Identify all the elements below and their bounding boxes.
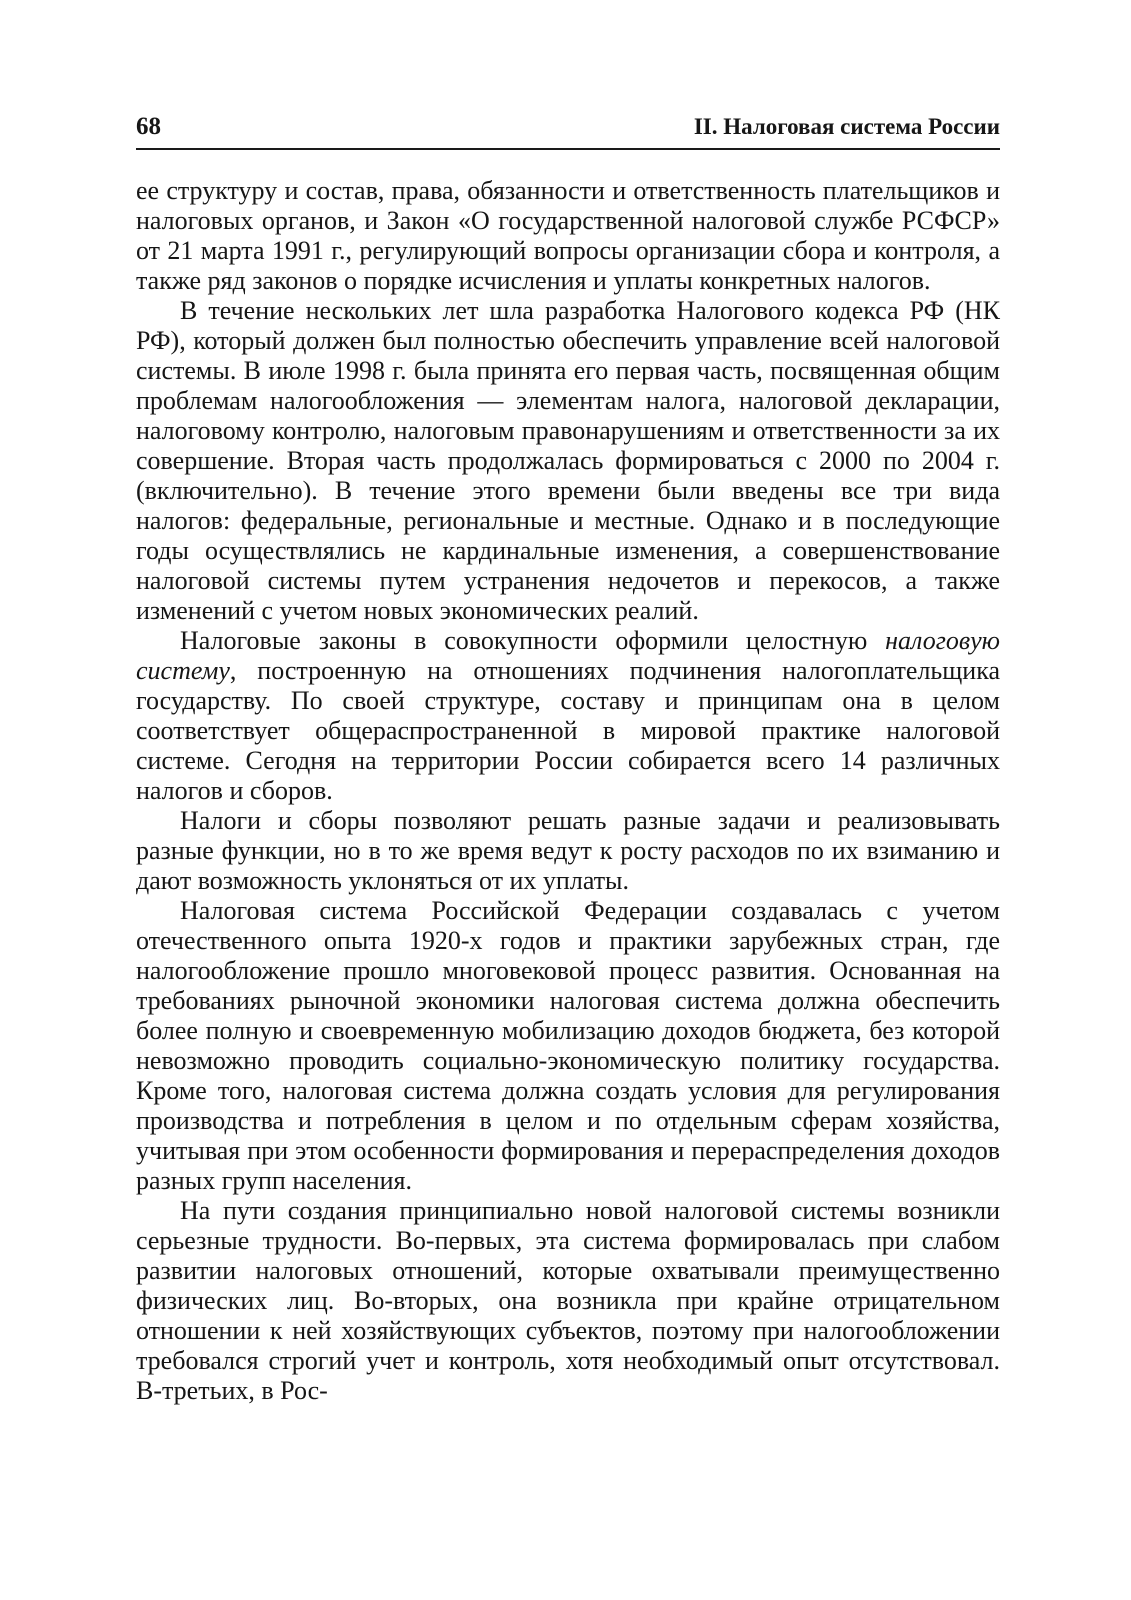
header-rule <box>136 148 1000 150</box>
body-text <box>136 176 1000 1406</box>
paragraph: В течение нескольких лет шла разработка Налогового кодекса РФ (НК РФ), который должен был полностью обеспечить управление всей налоговой системы. В июле 1998 г. была принята его первая часть, посвященная общим проблемам налогообложения — элементам налога, налоговой декларации, налоговому контролю, налоговым правонарушениям и ответственности за их совершение. Вторая часть продолжалась формироваться с 2000 по 2004 г. (включительно). В течение этого времени были введены все три вида налогов: федеральные, региональные и местные. Однако и в последующие годы осуществлялись не кардинальные изменения, а совершенствование налоговой системы путем устранения недочетов и перекосов, а также изменений с учетом новых экономических реалий. <box>136 296 1000 625</box>
paragraph: ее структуру и состав, права, обязанности и ответственность плательщиков и налоговых органов, и Закон «О государственной налоговой службе РСФСР» от 21 марта 1991 г., регулирующий вопросы организации сбора и контроля, а также ряд законов о порядке исчисления и уплаты конкретных налогов. <box>136 176 1000 295</box>
paragraph: На пути создания принципиально новой налоговой системы возникли серьезные трудности. Во-первых, эта система формировалась при слабом развитии налоговых отношений, которые охватывали преимущественно физических лиц. Во-вторых, она возникла при крайне отрицательном отношении к ней хозяйствующих субъектов, поэтому при налогообложении требовался строгий учет и контроль, хотя необходимый опыт отсутствовал. В-третьих, в Рос- <box>136 1196 1000 1405</box>
page-number: 68 <box>136 113 161 140</box>
running-header <box>136 110 1000 144</box>
paragraph <box>136 626 1000 806</box>
paragraph: Налоговая система Российской Федерации создавалась с учетом отечественного опыта 1920-х годов и практики зарубежных стран, где налогообложение прошло многовековой процесс развития. Основанная на требованиях рыночной экономики налоговая система должна обеспечить более полную и своевременную мобилизацию доходов бюджета, без которой невозможно проводить социально-экономическую политику государства. Кроме того, налоговая система должна создать условия для регулирования производства и потребления в целом и по отдельным сферам хозяйства, учитывая при этом особенности формирования и перераспределения доходов разных групп населения. <box>136 896 1000 1195</box>
section-title: II. Налоговая система России <box>693 114 1000 139</box>
paragraph: Налоги и сборы позволяют решать разные задачи и реализовывать разные функции, но в то же время ведут к росту расходов по их взиманию и дают возможность уклоняться от их уплаты. <box>136 806 1000 895</box>
book-page <box>136 110 1000 1406</box>
paragraph-text: , построенную на отношениях подчинения налогоплательщика государству. По своей структуре, составу и принципам она в целом соответствует общераспространенной в мировой практике налоговой системе. Сегодня на территории России собирается всего 14 различных налогов и сборов. <box>136 656 1000 805</box>
emphasized-term: налоговую систему <box>136 626 1000 685</box>
paragraph-text: Налоговые законы в совокупности оформили целостную <box>180 626 886 655</box>
